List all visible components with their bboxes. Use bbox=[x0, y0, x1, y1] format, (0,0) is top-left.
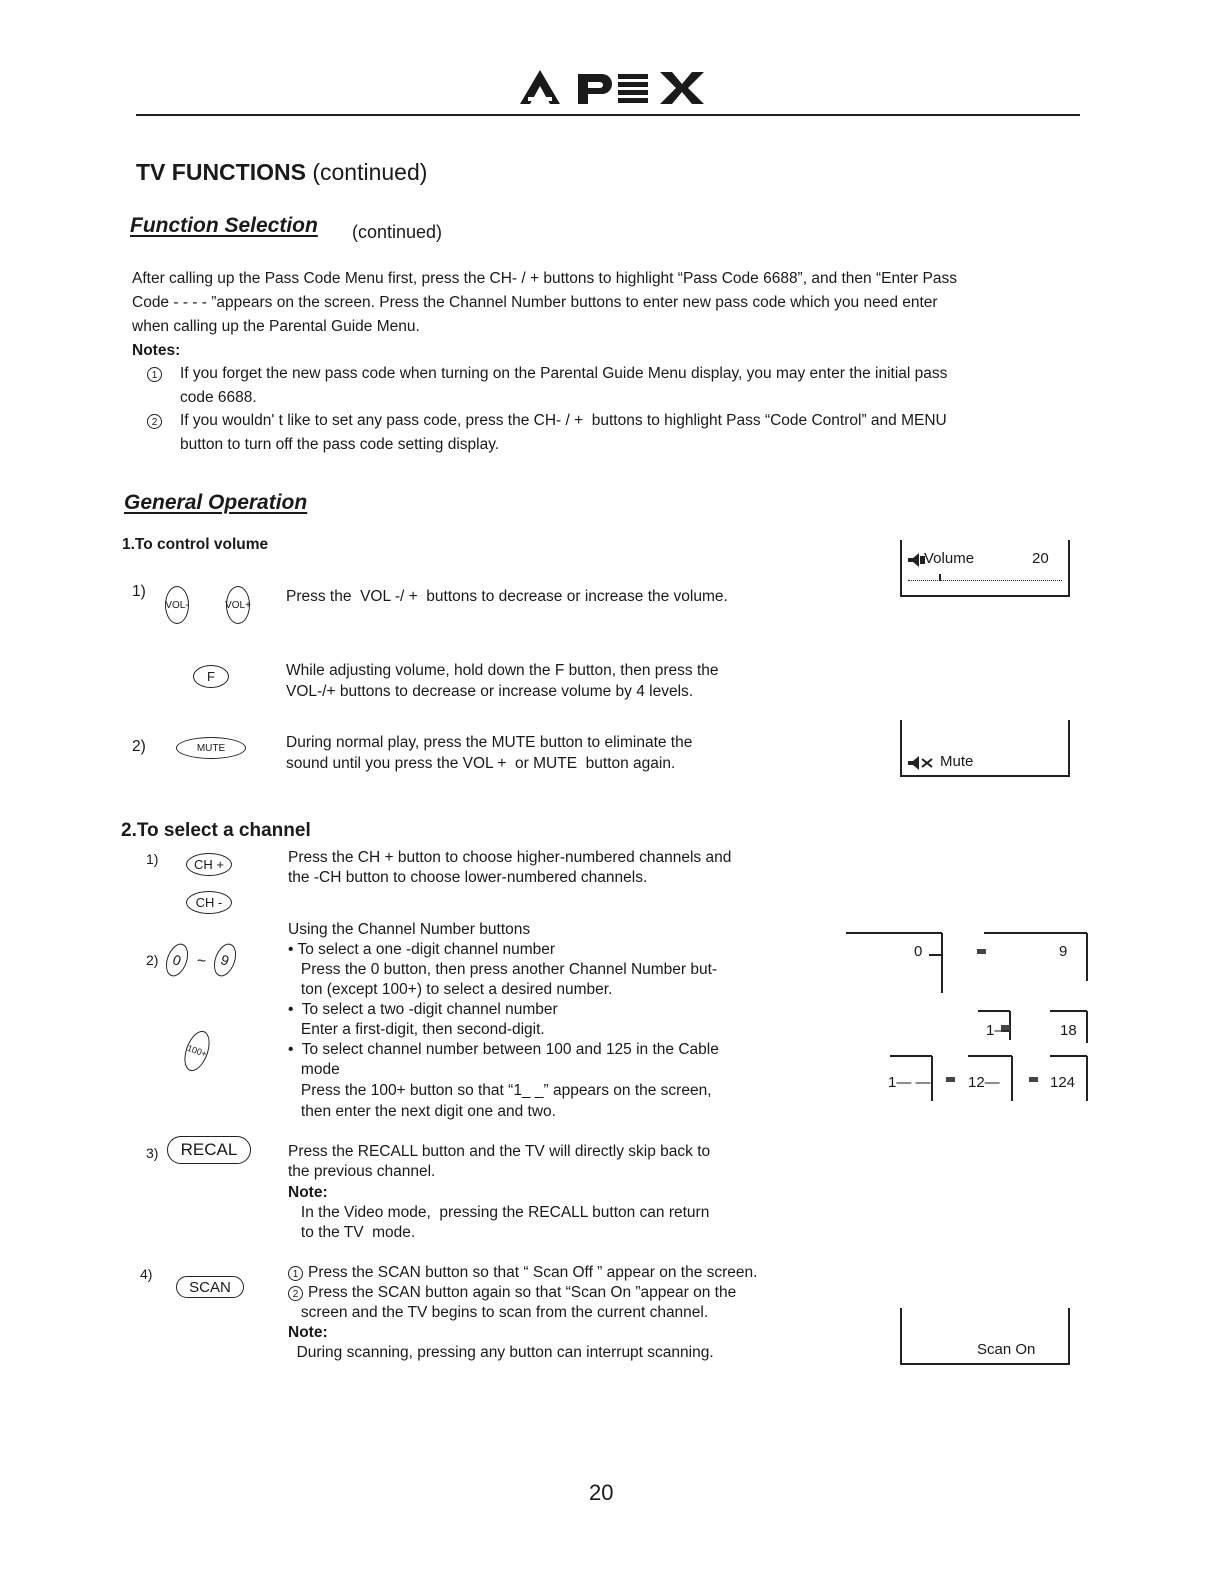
recall-note-label: Note: bbox=[288, 1184, 328, 1201]
osd-value-e: 1— — bbox=[888, 1074, 931, 1091]
ch-item-2-line-5: • To select a two -digit channel number bbox=[288, 1001, 558, 1018]
ch-item-2-line-8: mode bbox=[288, 1061, 340, 1078]
ch-up-button[interactable]: CH + bbox=[186, 853, 232, 876]
mute-osd-label: Mute bbox=[940, 753, 974, 770]
general-operation-heading: General Operation bbox=[124, 491, 308, 514]
ch-down-button[interactable]: CH - bbox=[186, 891, 232, 914]
volume-osd-value: 20 bbox=[1032, 550, 1049, 567]
recall-line-2: the previous channel. bbox=[288, 1163, 436, 1180]
channel-item-3-num: 3) bbox=[146, 1145, 159, 1161]
digit-range-tilde: ~ bbox=[197, 953, 207, 970]
volume-title: 1.To control volume bbox=[122, 536, 269, 553]
ch-item-2-line-9: Press the 100+ button so that “1_ _” appears on the screen, bbox=[288, 1082, 712, 1099]
ch-item-2-line-1: Using the Channel Number buttons bbox=[288, 921, 531, 938]
f-item-line-2: VOL-/+ buttons to decrease or increase volume by 4 levels. bbox=[286, 683, 694, 700]
mute-line-2: sound until you press the VOL + or MUTE button again. bbox=[286, 755, 676, 772]
scan-note-label: Note: bbox=[288, 1324, 328, 1341]
function-selection-heading: Function Selection bbox=[130, 214, 318, 237]
osd-value-b: 9 bbox=[1059, 943, 1068, 960]
volume-item-1-text: Press the VOL -/ + buttons to decrease or increase the volume. bbox=[286, 588, 728, 605]
volume-level-bar bbox=[908, 580, 1062, 581]
volume-level-marker bbox=[939, 574, 941, 581]
channel-osd-diagram bbox=[846, 925, 1096, 1105]
note-1-line-1: If you forget the new pass code when turning on the Parental Guide Menu display, you may enter the initial pass bbox=[180, 365, 948, 382]
mute-speaker-icon bbox=[908, 756, 934, 775]
notes-label: Notes: bbox=[132, 342, 181, 359]
scan-button[interactable]: SCAN bbox=[176, 1276, 244, 1298]
scan-line-3: screen and the TV begins to scan from the current channel. bbox=[288, 1304, 709, 1321]
ch-item-2-line-10: then enter the next digit one and two. bbox=[288, 1103, 556, 1120]
channel-item-1-num: 1) bbox=[146, 851, 159, 867]
scan-marker-1: 1 bbox=[288, 1265, 303, 1283]
fs-para-line-1: After calling up the Pass Code Menu first, press the CH- / + buttons to highlight “Pass Code 6688”, and then “Enter Pass bbox=[132, 270, 957, 287]
f-button[interactable]: F bbox=[193, 665, 229, 688]
mute-button[interactable]: MUTE bbox=[176, 737, 246, 759]
channel-item-4-num: 4) bbox=[140, 1266, 153, 1282]
fs-para-line-3: when calling up the Parental Guide Menu. bbox=[132, 318, 420, 335]
f-item-line-1: While adjusting volume, hold down the F button, then press the bbox=[286, 662, 719, 679]
note-2-marker: 2 bbox=[147, 413, 162, 431]
volume-osd-screen bbox=[900, 540, 1070, 597]
scan-line-1: Press the SCAN button so that “ Scan Off ” appear on the screen. bbox=[308, 1264, 758, 1281]
volume-osd-label: Volume bbox=[924, 550, 975, 567]
digit-9-button[interactable]: 9 bbox=[210, 941, 240, 980]
note-1-line-2: code 6688. bbox=[180, 389, 257, 406]
osd-value-f: 12— bbox=[968, 1074, 1000, 1091]
page-number: 20 bbox=[589, 1480, 614, 1505]
header-rule bbox=[136, 114, 1080, 116]
recall-note-line-2: to the TV mode. bbox=[288, 1224, 416, 1241]
mute-osd-screen bbox=[900, 720, 1070, 777]
hundred-plus-button[interactable]: 100+ bbox=[179, 1028, 214, 1075]
recall-note-line-1: In the Video mode, pressing the RECALL button can return bbox=[288, 1204, 710, 1221]
recall-line-1: Press the RECALL button and the TV will directly skip back to bbox=[288, 1143, 711, 1160]
ch-item-2-line-6: Enter a first-digit, then second-digit. bbox=[288, 1021, 545, 1038]
osd-value-g: 124 bbox=[1050, 1074, 1076, 1091]
scan-marker-2: 2 bbox=[288, 1285, 303, 1303]
digit-0-button[interactable]: 0 bbox=[162, 941, 192, 980]
note-2-line-1: If you wouldn' t like to set any pass code, press the CH- / + buttons to highlight Pass “Code Control” and MENU bbox=[180, 412, 947, 429]
mute-line-1: During normal play, press the MUTE button to eliminate the bbox=[286, 734, 693, 751]
scan-osd-label: Scan On bbox=[977, 1341, 1036, 1358]
note-1-marker: 1 bbox=[147, 366, 162, 384]
osd-value-a: 0 bbox=[914, 943, 923, 960]
vol-minus-button[interactable]: VOL- bbox=[165, 586, 189, 624]
channel-title: 2.To select a channel bbox=[121, 820, 311, 841]
function-selection-suffix: (continued) bbox=[352, 222, 443, 242]
recall-button[interactable]: RECAL bbox=[167, 1136, 251, 1164]
apex-logo bbox=[500, 62, 712, 112]
ch-item-2-line-7: • To select channel number between 100 and 125 in the Cable bbox=[288, 1041, 719, 1058]
scan-note-text: During scanning, pressing any button can interrupt scanning. bbox=[288, 1344, 714, 1361]
ch-item-2-line-2: • To select a one -digit channel number bbox=[288, 941, 556, 958]
fs-para-line-2: Code - - - - ”appears on the screen. Press the Channel Number buttons to enter new pass code which you need enter bbox=[132, 294, 938, 311]
volume-item-2-num: 2) bbox=[132, 738, 146, 755]
scan-line-2: Press the SCAN button again so that “Scan On ”appear on the bbox=[308, 1284, 737, 1301]
ch-item-1-line-1: Press the CH + button to choose higher-numbered channels and bbox=[288, 849, 732, 866]
page-title: TV FUNCTIONS (continued) bbox=[136, 159, 428, 185]
vol-plus-button[interactable]: VOL+ bbox=[226, 586, 250, 624]
ch-item-1-line-2: the -CH button to choose lower-numbered channels. bbox=[288, 869, 648, 886]
osd-value-d: 18 bbox=[1060, 1022, 1077, 1039]
scan-osd-screen bbox=[900, 1308, 1070, 1365]
note-2-line-2: button to turn off the pass code setting display. bbox=[180, 436, 500, 453]
osd-value-c: 1— bbox=[986, 1022, 1010, 1039]
ch-item-2-line-3: Press the 0 button, then press another Channel Number but- bbox=[288, 961, 718, 978]
ch-item-2-line-4: ton (except 100+) to select a desired number. bbox=[288, 981, 613, 998]
channel-item-2-num: 2) bbox=[146, 952, 159, 968]
volume-item-1-num: 1) bbox=[132, 583, 146, 600]
